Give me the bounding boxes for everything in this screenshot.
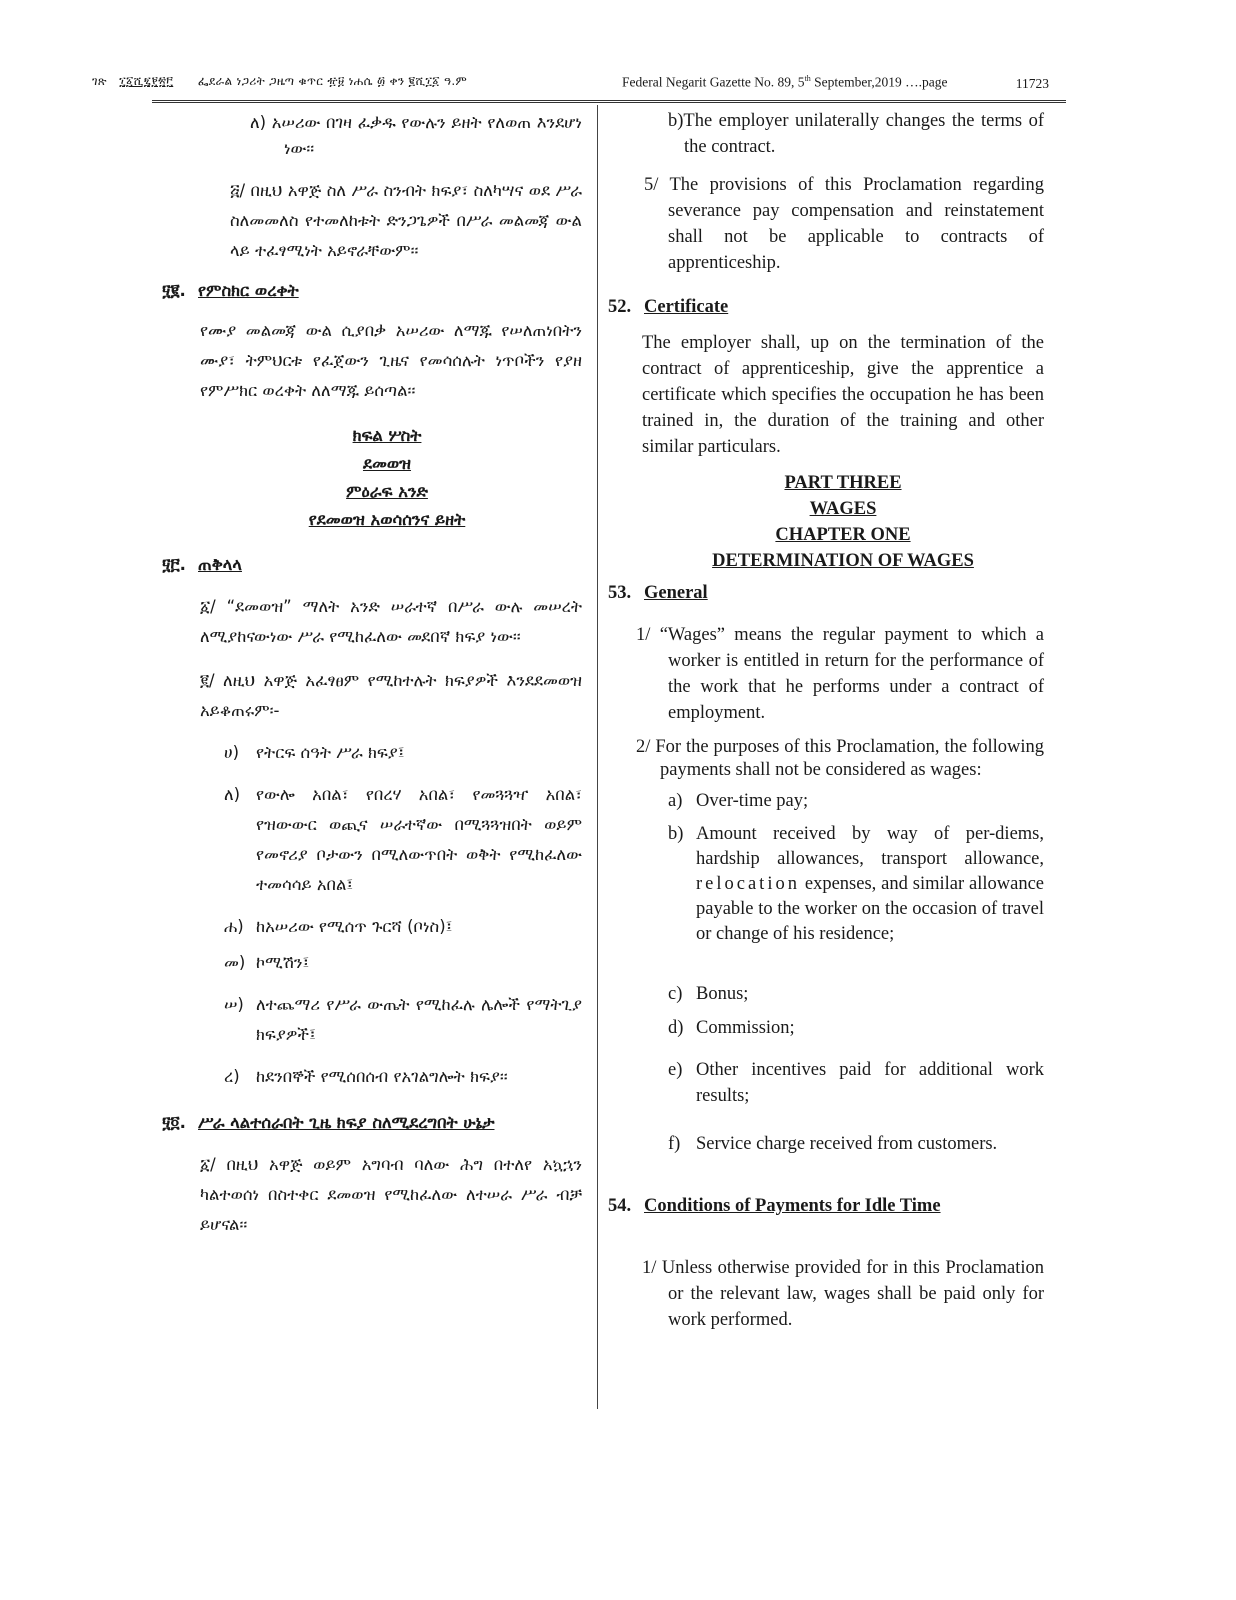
en-item-a bbox=[668, 788, 1044, 814]
en-para-54-1: 1/ Unless otherwise provided for in this Proclamation or the relevant law, wages shall be paid only for work performed. bbox=[642, 1258, 1044, 1330]
am-item-b-label: ለ) bbox=[224, 785, 241, 804]
am-item-e-text: ለተጨማሪ የሥራ ውጤት የሚከፈሉ ሌሎች የማትጊያ ክፍያዎች፤ bbox=[256, 995, 582, 1044]
en-item-d-label: d) bbox=[668, 1018, 684, 1038]
am-item-d bbox=[224, 948, 582, 978]
en-heading-52 bbox=[608, 294, 1044, 320]
en-item-b-text-3: expenses, and similar allowance payable to the worker on the occasion of travel or change of his residence; bbox=[696, 874, 1045, 944]
en-item-f bbox=[668, 1131, 1044, 1157]
en-item-c bbox=[668, 981, 1044, 1007]
am-para-53-2: ፪/ ለዚህ አዋጅ አፈፃፀም የሚከተሉት ክፍያዎች እንደደመወዝ አይቆጠሩም፡- bbox=[200, 671, 582, 720]
am-item-c bbox=[224, 912, 582, 942]
am-para-52: የሙያ መልመጃ ውል ሲያበቃ አሠሪው ለማጁ የሠለጠነበትን ሙያ፣ ትምህርቱ የፈጀውን ጊዜና የመሳሰሉት ነጥቦችን የያዘ የምሥክር ወረቀት ለለማጁ ይሰጣል፡፡ bbox=[200, 321, 582, 400]
en-part-block bbox=[642, 470, 1044, 574]
en-item-a-text: Over-time pay; bbox=[696, 791, 809, 811]
en-para-53-2: 2/ For the purposes of this Proclamation, the following payments shall not be considered as wages: bbox=[636, 737, 1044, 780]
am-item-f-label: ረ) bbox=[224, 1067, 240, 1086]
en-item-f-text: Service charge received from customers. bbox=[696, 1134, 998, 1154]
en-chapter-title: CHAPTER ONE bbox=[775, 525, 911, 545]
en-item-a-label: a) bbox=[668, 791, 683, 811]
am-item-d-text: ኮሚሽን፤ bbox=[256, 953, 310, 972]
am-wages-title: ደመወዝ bbox=[362, 454, 412, 473]
header-page-label: ገጽ bbox=[92, 74, 107, 88]
en-heading-52-number: 52. bbox=[608, 297, 632, 317]
am-item-f bbox=[224, 1062, 582, 1092]
am-para-54-1: ፩/ በዚህ አዋጅ ወይም አግባብ ባለው ሕግ በተለየ አኳኋን ካልተወሰነ በስተቀር ደመወዝ የሚከፈለው ለተሠራ ሥራ ብቻ ይሆናል፡፡ bbox=[200, 1155, 582, 1234]
header-title-sup: th bbox=[804, 74, 811, 83]
am-heading-54 bbox=[162, 1108, 582, 1138]
en-item-e-label: e) bbox=[668, 1060, 683, 1080]
header-title-english-end: September,2019 ….page bbox=[810, 74, 948, 90]
en-item-c-label: c) bbox=[668, 984, 683, 1004]
am-chapter-title: ምዕራፍ አንድ bbox=[346, 482, 428, 501]
en-item-b-text-2: relocation bbox=[696, 874, 800, 894]
am-item-d-label: መ) bbox=[224, 953, 246, 972]
am-item-b bbox=[224, 780, 582, 900]
am-item-e bbox=[224, 990, 582, 1050]
am-heading-54-number: ፶፬. bbox=[162, 1113, 186, 1132]
header-english bbox=[622, 74, 947, 91]
am-heading-53-title: ጠቅላላ bbox=[198, 555, 242, 574]
en-heading-53-number: 53. bbox=[608, 583, 632, 603]
am-item-a bbox=[224, 738, 582, 768]
am-heading-52-title: የምስክር ወረቀት bbox=[198, 281, 299, 300]
en-heading-54-number: 54. bbox=[608, 1196, 632, 1216]
header-page-number: 11723 bbox=[1015, 76, 1049, 91]
en-item-b-text-1: Amount received by way of per-diems, hardship allowances, transport allowance, bbox=[696, 824, 1044, 869]
en-item-e bbox=[668, 1057, 1044, 1109]
en-wages-title: WAGES bbox=[809, 499, 877, 519]
en-para-b: b)The employer unilaterally changes the terms of the contract. bbox=[668, 111, 1044, 157]
en-para-52: The employer shall, up on the termination of the contract of apprenticeship, give the apprentice a certificate which specifies the occupation he has been trained in, the duration of the training and other similar particulars. bbox=[642, 333, 1044, 457]
am-item-b-text: የውሎ አበል፣ የበረሃ አበል፣ የመጓጓዣ አበል፣ የዝውውር ወጪና ሠራተኛው በሚጓጓዝበት ወይም የመኖሪያ ቦታውን በሚለውጥበት ወቅት የሚከፈለው ተመሳሳይ አበል፤ bbox=[256, 785, 582, 894]
am-heading-53-number: ፶፫. bbox=[162, 555, 186, 574]
am-para-5: ፭/ በዚህ አዋጅ ስለ ሥራ ስንብት ክፍያ፣ ስለካሣና ወደ ሥራ ስለመመለስ የተመለከቱት ድንጋጌዎች በሥራ መልመጃ ውል ላይ ተፈፃሚነት አይኖራቸውም፡፡ bbox=[230, 181, 582, 260]
en-part-title: PART THREE bbox=[784, 473, 902, 493]
en-item-f-label: f) bbox=[668, 1134, 681, 1154]
am-para-53-1: ፩/ “ደመወዝ” ማለት አንድ ሠራተኛ በሥራ ውሉ መሠረት ለሚያከናውነው ሥራ የሚከፈለው መደበኛ ክፍያ ነው፡፡ bbox=[200, 597, 582, 646]
am-part-block bbox=[192, 422, 582, 534]
am-part-title: ክፍል ሦስት bbox=[352, 426, 422, 445]
am-heading-52 bbox=[162, 278, 582, 304]
am-item-c-text: ከአሠሪው የሚሰጥ ጉርሻ (ቦነስ)፤ bbox=[256, 917, 453, 936]
en-determination-title: DETERMINATION OF WAGES bbox=[712, 551, 974, 571]
header-page-number-amharic: ፲፩ሺ፯፻፳፫ bbox=[119, 74, 174, 88]
en-item-c-text: Bonus; bbox=[696, 984, 749, 1004]
column-divider bbox=[597, 105, 598, 1409]
en-heading-54 bbox=[608, 1193, 1044, 1219]
am-item-e-label: ሠ) bbox=[224, 995, 244, 1014]
en-heading-54-title: Conditions of Payments for Idle Time bbox=[644, 1196, 941, 1216]
am-item-a-label: ሀ) bbox=[224, 743, 240, 762]
header-title-amharic: ፌደራል ነጋሪት ጋዜጣ ቁጥር ፹፱ ነሐሴ ፴ ቀን ፪ሺ፲፩ ዓ.ም bbox=[197, 74, 467, 88]
en-item-e-text: Other incentives paid for additional work results; bbox=[696, 1060, 1044, 1106]
am-determination-title: የደመወዝ አወሳሰንና ይዘት bbox=[308, 510, 466, 529]
en-para-5: 5/ The provisions of this Proclamation regarding severance pay compensation and reinstatement shall not be applicable to contracts of apprenticeship. bbox=[644, 175, 1044, 273]
am-item-c-label: ሐ) bbox=[224, 917, 244, 936]
am-heading-53 bbox=[162, 552, 582, 578]
en-heading-53-title: General bbox=[644, 583, 708, 603]
en-item-d-text: Commission; bbox=[696, 1018, 795, 1038]
am-para-b: ለ) አሠሪው በገዛ ፈቃዱ የውሉን ይዘት የለወጠ እንደሆነ ነው፡፡ bbox=[250, 113, 582, 158]
am-item-f-text: ከደንበኞች የሚሰበሰብ የአገልግሎት ክፍያ፡፡ bbox=[256, 1067, 508, 1086]
en-item-b-label: b) bbox=[668, 824, 684, 844]
en-heading-53 bbox=[608, 580, 1044, 606]
amharic-column bbox=[152, 110, 582, 1240]
en-heading-52-title: Certificate bbox=[644, 297, 729, 317]
en-item-b bbox=[668, 822, 1044, 947]
english-column bbox=[608, 108, 1044, 1333]
am-heading-54-title: ሥራ ላልተሰራበት ጊዜ ክፍያ ስለሚደረግበት ሁኔታ bbox=[198, 1113, 495, 1132]
header-rule bbox=[152, 100, 1066, 105]
en-item-d bbox=[668, 1015, 1044, 1041]
header-title-english: Federal Negarit Gazette No. 89, 5 bbox=[622, 74, 805, 90]
am-item-a-text: የትርፍ ሰዓት ሥራ ክፍያ፤ bbox=[256, 743, 405, 762]
header-amharic bbox=[92, 74, 467, 89]
en-para-53-1: 1/ “Wages” means the regular payment to which a worker is entitled in return for the performance of the work that he performs under a contract of employment. bbox=[636, 625, 1044, 723]
am-heading-52-number: ፶፪. bbox=[162, 281, 186, 300]
